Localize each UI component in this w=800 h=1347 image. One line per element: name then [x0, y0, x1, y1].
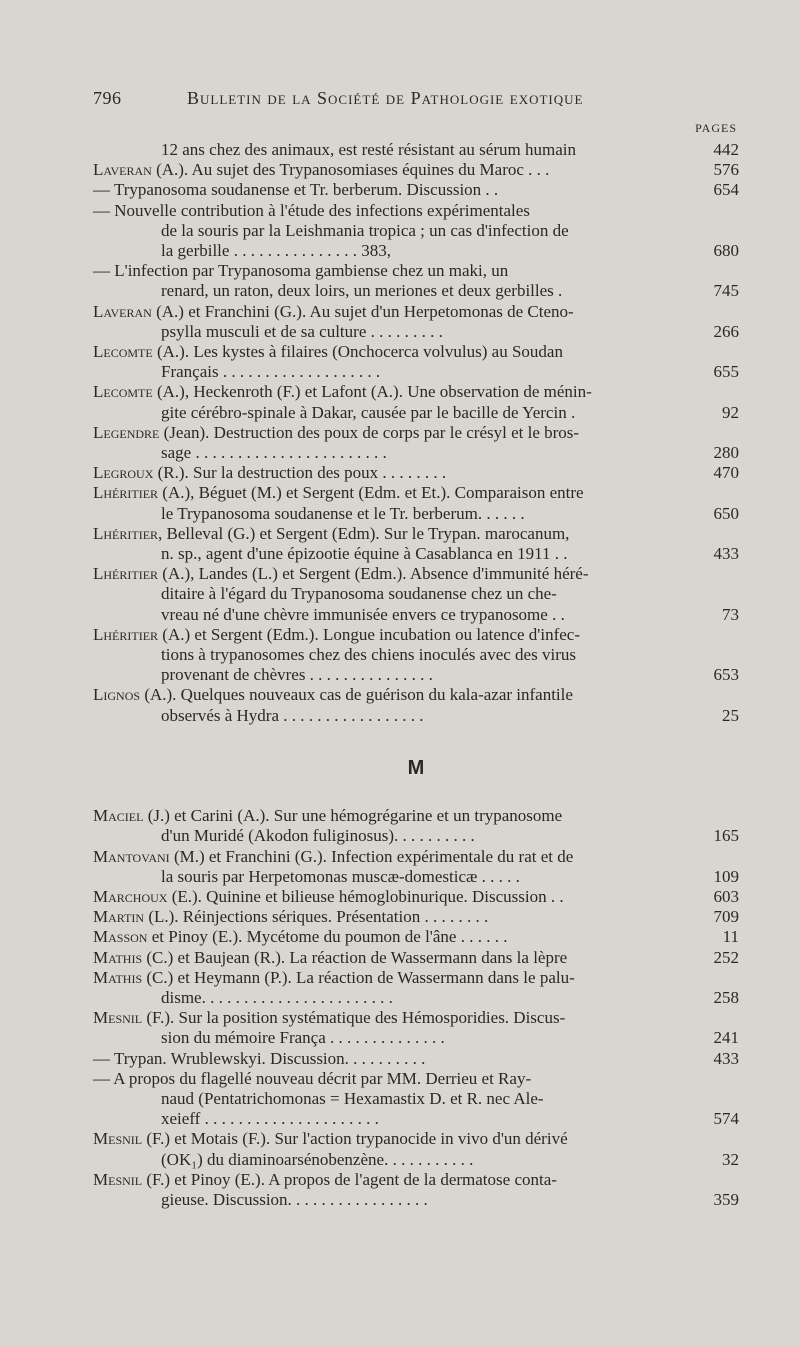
page-ref: 92 [722, 402, 739, 422]
author-name: Martin [93, 907, 145, 927]
page-ref: 650 [713, 503, 739, 523]
entry-text: (R.). Sur la destruction des poux . . . . . . . . [153, 463, 447, 483]
entry-text: (A.), Landes (L.) et Sergent (Edm.). Absence d'immunité héré- [158, 564, 589, 584]
page-ref: 25 [722, 705, 739, 725]
author-name: Lhéritier [93, 483, 159, 503]
author-name: Laveran [93, 301, 152, 321]
index-entry-line [93, 1008, 739, 1028]
page-ref: 73 [722, 604, 739, 624]
entry-text: xeieff . . . . . . . . . . . . . . . . . . . . . [161, 1109, 379, 1129]
author-name: Lhéritier [93, 523, 159, 543]
section-letter: M [407, 756, 425, 779]
author-name: Lignos [93, 685, 141, 705]
index-entry-line [93, 685, 739, 705]
entry-text: disme. . . . . . . . . . . . . . . . . . . . . . . [161, 987, 393, 1007]
entry-text: n. sp., agent d'une épizootie équine à Casablanca en 1911 . . [161, 544, 568, 564]
entry-text: (L.). Réinjections sériques. Présentation . . . . . . . . [144, 907, 489, 927]
index-entry-line [93, 1069, 739, 1089]
page-ref: 433 [713, 544, 739, 564]
index-entry-line [93, 988, 739, 1008]
entry-text: (F.). Sur la position systématique des Hémosporidies. Discus- [142, 1008, 566, 1028]
index-entry-line [93, 382, 739, 402]
entry-text: (E.). Quinine et bilieuse hémoglobinurique. Discussion . . [167, 886, 564, 906]
index-entry-line [93, 1150, 739, 1170]
page-ref: 359 [713, 1189, 739, 1209]
index-entry-line [93, 887, 739, 907]
index-entry-line [93, 625, 739, 645]
page-ref: 266 [713, 321, 739, 341]
entry-text: la gerbille . . . . . . . . . . . . . . . 383, [161, 241, 391, 261]
page-ref: 258 [713, 987, 739, 1007]
index-entry-line [93, 1170, 739, 1190]
entry-text: d'un Muridé (Akodon fuliginosus). . . . . . . . . . [161, 826, 475, 846]
author-name: Marchoux [93, 886, 168, 906]
index-entry-line [93, 221, 739, 241]
author-name: Legroux [93, 463, 154, 483]
entry-text: observés à Hydra . . . . . . . . . . . . . . . . . [161, 705, 424, 725]
page-ref: 165 [713, 826, 739, 846]
author-name: Maciel [93, 806, 144, 826]
page-ref: 709 [713, 907, 739, 927]
page-ref: 109 [713, 866, 739, 886]
index-entry-line [93, 645, 739, 665]
entry-text: (C.) et Heymann (P.). La réaction de Wassermann dans le palu- [142, 967, 575, 987]
entry-text: (A.) et Sergent (Edm.). Longue incubation ou latence d'infec- [158, 624, 580, 644]
entry-text: naud (Pentatrichomonas = Hexamastix D. et R. nec Ale- [161, 1088, 544, 1108]
index-entry-line [93, 847, 739, 867]
entry-text: (M.) et Franchini (G.). Infection expérimentale du rat et de [169, 846, 574, 866]
page-ref: 442 [713, 140, 739, 159]
index-entry-line [93, 1190, 739, 1210]
entry-text: (A.). Les kystes à filaires (Onchocerca volvulus) au Soudan [152, 342, 563, 362]
index-entry-line [93, 867, 739, 887]
entry-text: Français . . . . . . . . . . . . . . . . . . . [161, 362, 381, 382]
index-entry-line [93, 605, 739, 625]
page-ref: 11 [722, 927, 739, 947]
index-entry-line [93, 1028, 739, 1048]
page-ref: 32 [722, 1149, 739, 1169]
author-name: Mathis [93, 967, 143, 987]
author-name: Mesnil [93, 1169, 143, 1189]
entry-text: psylla musculi et de sa culture . . . . . . . . . [161, 321, 443, 341]
entry-text: ditaire à l'égard du Trypanosoma soudanense chez un che- [161, 584, 557, 604]
journal-title: Bulletin de la Société de Pathologie exotique [187, 88, 584, 108]
index-entry-line [93, 403, 739, 423]
entry-text: — Trypanosoma soudanense et Tr. berberum. Discussion . . [93, 180, 499, 200]
page-ref: 603 [713, 886, 739, 906]
index-entry-line [93, 201, 739, 221]
author-name: Legendre [93, 422, 160, 442]
index-entry-line [93, 907, 739, 927]
entry-text: gite cérébro-spinale à Dakar, causée par le bacille de Yercin . [161, 402, 576, 422]
index-entry-line [93, 302, 739, 322]
page-ref: 433 [713, 1048, 739, 1068]
index-entry-line [93, 1049, 739, 1069]
entry-text: — A propos du flagellé nouveau décrit par MM. Derrieu et Ray- [93, 1068, 532, 1088]
entry-text: — L'infection par Trypanosoma gambiense chez un maki, un [93, 261, 509, 281]
index-entry-line [93, 948, 739, 968]
index-entry-line [93, 584, 739, 604]
index-entry-line [93, 826, 739, 846]
entry-text: (A.), Heckenroth (F.) et Lafont (A.). Une observation de ménin- [152, 382, 592, 402]
entry-text: renard, un raton, deux loirs, un meriones et deux gerbilles . [161, 281, 563, 301]
entry-text: et Pinoy (E.). Mycétome du poumon de l'âne . . . . . . [147, 927, 508, 947]
index-entry-line [93, 241, 739, 261]
page-ref: 654 [713, 180, 739, 200]
index-entry-line [93, 180, 739, 200]
entry-text: (A.). Quelques nouveaux cas de guérison du kala-azar infantile [140, 685, 573, 705]
entry-text: vreau né d'une chèvre immunisée envers ce trypanosome . . [161, 604, 565, 624]
page-ref: 252 [713, 947, 739, 967]
page-number: 796 [93, 88, 122, 108]
entry-text: (C.) et Baujean (R.). La réaction de Wassermann dans la lèpre [142, 947, 568, 967]
entry-text: (F.) et Pinoy (E.). A propos de l'agent de la dermatose conta- [142, 1169, 557, 1189]
page-ref: 655 [713, 362, 739, 382]
index-entry-line [93, 504, 739, 524]
running-header [93, 88, 693, 118]
index-block-m [93, 806, 739, 1210]
entry-text: — Trypan. Wrublewskyi. Discussion. . . . . . . . . . [93, 1048, 426, 1068]
index-entry-line [93, 261, 739, 281]
index-entry-line [93, 968, 739, 988]
index-entry-line [93, 665, 739, 685]
index-entry-line [93, 564, 739, 584]
author-name: Masson [93, 927, 148, 947]
index-entry-line [93, 160, 739, 180]
entry-text: de la souris par la Leishmania tropica ; un cas d'infection de [161, 220, 569, 240]
index-entry-line [93, 362, 739, 382]
entry-text: la souris par Herpetomonas muscæ-domesticæ . . . . . [161, 866, 520, 886]
entry-text: (Jean). Destruction des poux de corps par le crésyl et le bros- [159, 422, 580, 442]
index-entry-line [93, 483, 739, 503]
index-entry-line [93, 1109, 739, 1129]
entry-text: sion du mémoire França . . . . . . . . . . . . . . [161, 1028, 445, 1048]
entry-text: sage . . . . . . . . . . . . . . . . . . . . . . . [161, 443, 387, 463]
author-name: Lecomte [93, 342, 153, 362]
entry-text: (A.) et Franchini (G.). Au sujet d'un Herpetomonas de Cteno- [151, 301, 574, 321]
index-entry-line [93, 423, 739, 443]
entry-text: , Belleval (G.) et Sergent (Edm). Sur le Trypan. marocanum, [158, 523, 570, 543]
author-name: Laveran [93, 160, 152, 180]
index-entry-line [93, 443, 739, 463]
entry-text: gieuse. Discussion. . . . . . . . . . . . . . . . . [161, 1189, 428, 1209]
entry-text: provenant de chèvres . . . . . . . . . . . . . . . [161, 665, 433, 685]
author-name: Lecomte [93, 382, 153, 402]
index-entry-line [93, 463, 739, 483]
page-ref: 576 [713, 160, 739, 180]
author-name: Mesnil [93, 1008, 143, 1028]
page-ref: 653 [713, 665, 739, 685]
index-entry-line [93, 927, 739, 947]
index-entry-line [93, 342, 739, 362]
author-name: Lhéritier [93, 564, 159, 584]
entry-text: le Trypanosoma soudanense et le Tr. berberum. . . . . . [161, 503, 525, 523]
index-entry-line [93, 706, 739, 726]
page-ref: 241 [713, 1028, 739, 1048]
index-entry-line [93, 544, 739, 564]
index-entry-line [93, 524, 739, 544]
author-name: Mantovani [93, 846, 170, 866]
author-name: Mesnil [93, 1129, 143, 1149]
index-entry-line [93, 1089, 739, 1109]
page-ref: 745 [713, 281, 739, 301]
entry-text: (A.), Béguet (M.) et Sergent (Edm. et Et.). Comparaison entre [158, 483, 584, 503]
pages-column-label: PAGES [695, 121, 737, 135]
page-ref: 280 [713, 443, 739, 463]
index-content [93, 140, 739, 1210]
author-name: Lhéritier [93, 624, 159, 644]
page-ref: 470 [713, 463, 739, 483]
index-entry-line [93, 281, 739, 301]
index-block-l [93, 140, 739, 726]
entry-text: (J.) et Carini (A.). Sur une hémogrégarine et un trypanosome [143, 806, 563, 826]
entry-text: tions à trypanosomes chez des chiens inoculés avec des virus [161, 645, 576, 665]
entry-text: 12 ans chez des animaux, est resté résistant au sérum humain [161, 140, 576, 159]
author-name: Mathis [93, 947, 143, 967]
index-entry-line [93, 1129, 739, 1149]
page-ref: 574 [713, 1109, 739, 1129]
entry-text: (OK₁) du diaminoarsénobenzène. . . . . . . . . . . [161, 1149, 474, 1169]
entry-text: (F.) et Motais (F.). Sur l'action trypanocide in vivo d'un dérivé [142, 1129, 568, 1149]
entry-text: — Nouvelle contribution à l'étude des infections expérimentales [93, 200, 530, 220]
index-entry-line [93, 140, 739, 160]
index-entry-line [93, 806, 739, 826]
page-ref: 680 [713, 241, 739, 261]
index-entry-line [93, 322, 739, 342]
entry-text: (A.). Au sujet des Trypanosomiases équines du Maroc . . . [151, 160, 550, 180]
